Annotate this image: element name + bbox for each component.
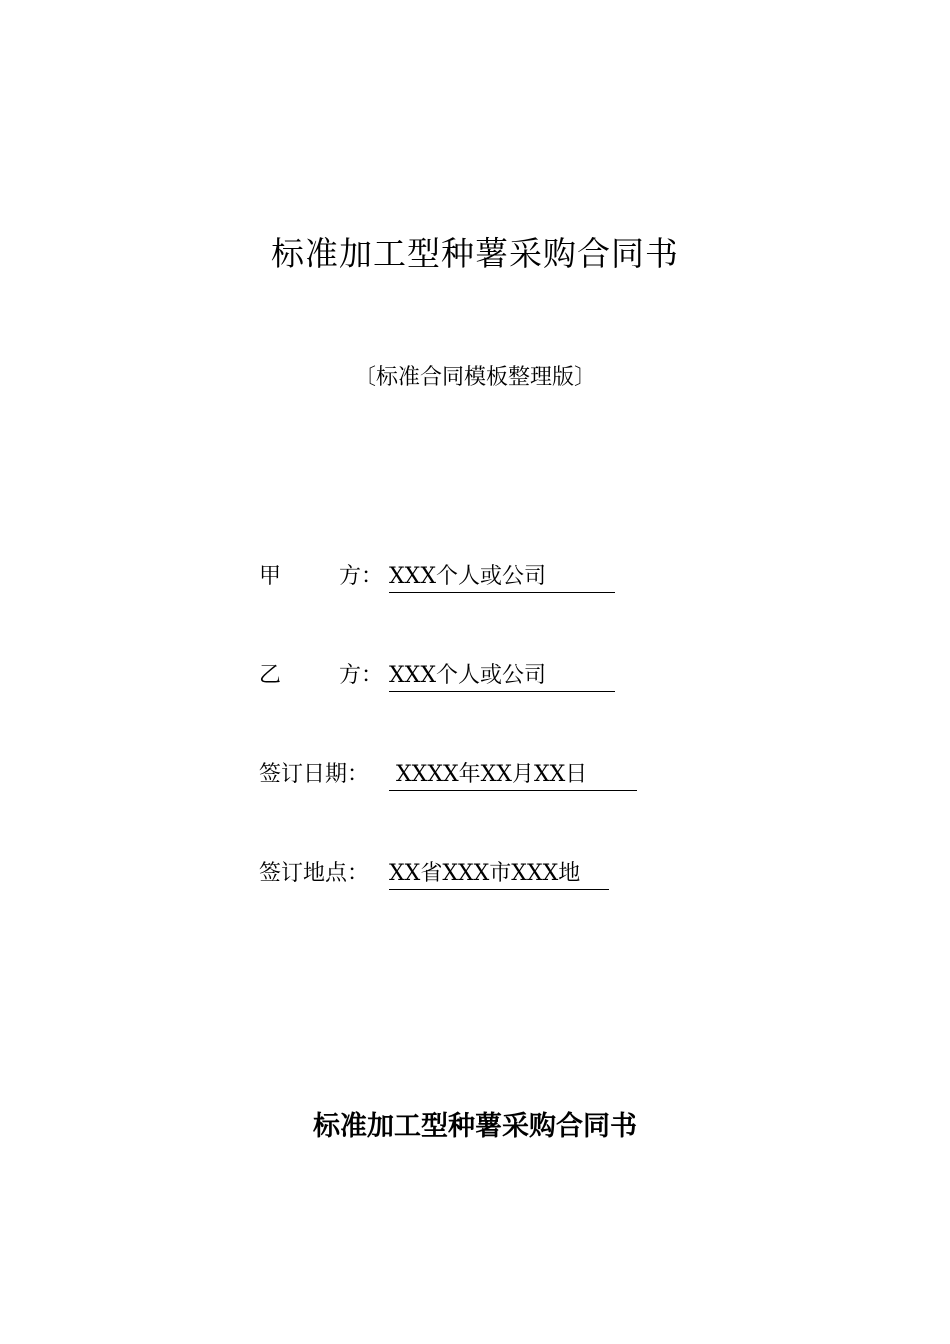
signing-date-label: 签订日期： (259, 762, 370, 787)
party-a-value: XXX个人或公司 (389, 562, 615, 593)
party-b-field (259, 660, 615, 692)
signing-date-field (259, 759, 637, 791)
party-a-field (259, 561, 615, 593)
signing-date-value: XXXX年XX月XX日 (389, 760, 637, 791)
party-a-label-suffix: 方： (339, 564, 384, 589)
party-b-label-char: 乙 (259, 663, 282, 688)
document-subtitle: 〔标准合同模板整理版〕 (353, 365, 596, 390)
body-title: 标准加工型种薯采购合同书 (313, 1111, 637, 1142)
signing-place-label: 签订地点： (259, 861, 370, 886)
signing-place-value: XX省XXX市XXX地 (389, 859, 609, 890)
party-b-value: XXX个人或公司 (389, 661, 615, 692)
document-title: 标准加工型种薯采购合同书 (271, 234, 679, 273)
party-a-label-char: 甲 (259, 564, 282, 589)
party-b-label-suffix: 方： (339, 663, 384, 688)
signing-place-field (259, 858, 609, 890)
